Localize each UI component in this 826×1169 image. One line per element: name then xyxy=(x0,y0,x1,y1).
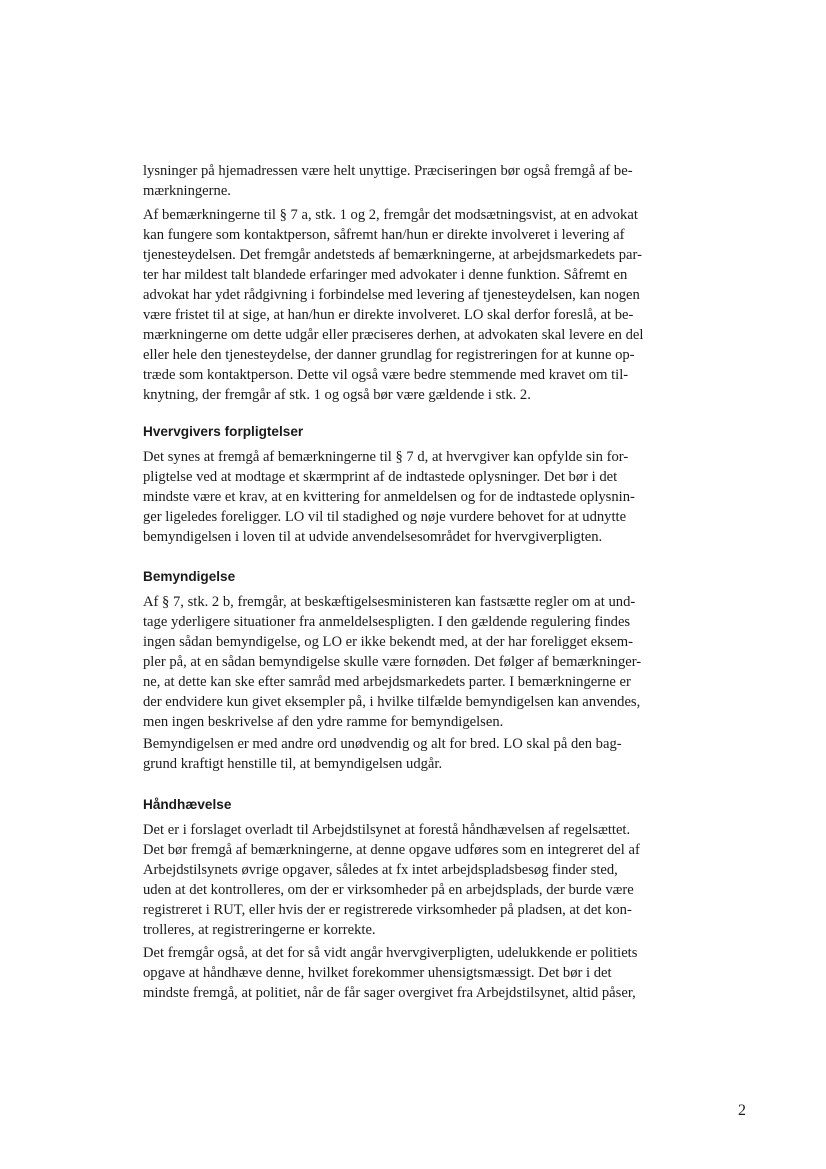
text-line: opgave at håndhæve denne, hvilket forekommer uhensigtsmæssigt. Det bør i det xyxy=(143,965,612,981)
text-line: ne, at dette kan ske efter samråd med arbejdsmarkedets parter. I bemærkningerne er xyxy=(143,674,631,690)
paragraph-intro-continuation xyxy=(143,161,688,201)
paragraph-advokat-kontaktperson xyxy=(143,205,688,405)
text-line: træde som kontaktperson. Dette vil også være bedre stemmende med kravet om til- xyxy=(143,367,629,383)
page-number: 2 xyxy=(738,1102,746,1119)
paragraph-bemyndigelse-2 xyxy=(143,734,688,774)
text-line: tage yderligere situationer fra anmeldelsespligten. I den gældende regulering findes xyxy=(143,614,631,630)
text-line: Arbejdstilsynets øvrige opgaver, således at fx intet arbejdspladsbesøg finder sted, xyxy=(143,862,618,878)
section-heading-hvervgivers-forpligtelser: Hvervgivers forpligtelser xyxy=(143,424,304,439)
text-line: Det bør fremgå af bemærkningerne, at denne opgave udføres som en integreret del af xyxy=(143,842,640,858)
text-line: tjenesteydelsen. Det fremgår andetsteds af bemærkningerne, at arbejdsmarkedets par- xyxy=(143,247,642,263)
text-line: trolleres, at registreringerne er korrekte. xyxy=(143,922,376,938)
paragraph-haandhaevelse-2 xyxy=(143,943,688,1003)
text-line: ingen sådan bemyndigelse, og LO er ikke bekendt med, at der har foreligget eksem- xyxy=(143,634,633,650)
text-line: pligtelse ved at modtage et skærmprint af de indtastede oplysninger. Det bør i det xyxy=(143,469,618,485)
text-line: eller hele den tjenesteydelse, der danner grundlag for registreringen for at kunne op- xyxy=(143,347,635,363)
text-line: mindste fremgå, at politiet, når de får sager overgivet fra Arbejdstilsynet, altid påser, xyxy=(143,985,636,1001)
text-line: knytning, der fremgår af stk. 1 og også bør være gældende i stk. 2. xyxy=(143,387,531,403)
section-heading-bemyndigelse: Bemyndigelse xyxy=(143,569,236,584)
text-line: advokat har ydet rådgivning i forbindelse med levering af tjenesteydelsen, kan nogen xyxy=(143,287,640,303)
section-heading-haandhaevelse: Håndhævelse xyxy=(143,797,232,812)
paragraph-bemyndigelse-1 xyxy=(143,592,688,732)
text-line: registreret i RUT, eller hvis der er registrerede virksomheder på pladsen, at det kon- xyxy=(143,902,632,918)
paragraph-hvervgivers-forpligtelser xyxy=(143,447,688,547)
text-line: bemyndigelsen i loven til at udvide anvendelsesområdet for hvervgiverpligten. xyxy=(143,529,603,545)
text-line: uden at det kontrolleres, om der er virksomheder på en arbejdsplads, der burde være xyxy=(143,882,634,898)
text-line: Det er i forslaget overladt til Arbejdstilsynet at forestå håndhævelsen af regelsættet. xyxy=(143,822,631,838)
paragraph-haandhaevelse-1 xyxy=(143,820,688,940)
text-line: Bemyndigelsen er med andre ord unødvendig og alt for bred. LO skal på den bag- xyxy=(143,736,622,752)
text-line: lysninger på hjemadressen være helt unyttige. Præciseringen bør også fremgå af be- xyxy=(143,163,633,179)
text-line: ter har mildest talt blandede erfaringer med advokater i denne funktion. Såfremt en xyxy=(143,267,628,283)
text-line: grund kraftigt henstille til, at bemyndigelsen udgår. xyxy=(143,756,443,772)
text-line: mærkningerne om dette udgår eller præciseres derhen, at advokaten skal levere en del xyxy=(143,327,644,343)
text-line: men ingen beskrivelse af den ydre ramme for bemyndigelsen. xyxy=(143,714,504,730)
text-line: der endvidere kun givet eksempler på, i hvilke tilfælde bemyndigelsen kan anvendes, xyxy=(143,694,641,710)
text-line: mærkningerne. xyxy=(143,183,231,199)
text-line: ger ligeledes foreligger. LO vil til stadighed og nøje vurdere behovet for at udnytte xyxy=(143,509,627,525)
text-line: Af bemærkningerne til § 7 a, stk. 1 og 2, fremgår det modsætningsvist, at en advokat xyxy=(143,207,638,223)
text-line: pler på, at en sådan bemyndigelse skulle være fornøden. Det følger af bemærkninger- xyxy=(143,654,642,670)
text-line: Det synes at fremgå af bemærkningerne til § 7 d, at hvervgiver kan opfylde sin for- xyxy=(143,449,629,465)
text-line: Det fremgår også, at det for så vidt angår hvervgiverpligten, udelukkende er politiets xyxy=(143,945,638,961)
text-line: Af § 7, stk. 2 b, fremgår, at beskæftigelsesministeren kan fastsætte regler om at und- xyxy=(143,594,636,610)
text-line: være fristet til at sige, at han/hun er direkte involveret. LO skal derfor foreslå, at be- xyxy=(143,307,634,323)
text-line: kan fungere som kontaktperson, såfremt han/hun er direkte involveret i levering af xyxy=(143,227,625,243)
text-line: mindste være et krav, at en kvittering for anmeldelsen og for de indtastede oplysnin- xyxy=(143,489,635,505)
